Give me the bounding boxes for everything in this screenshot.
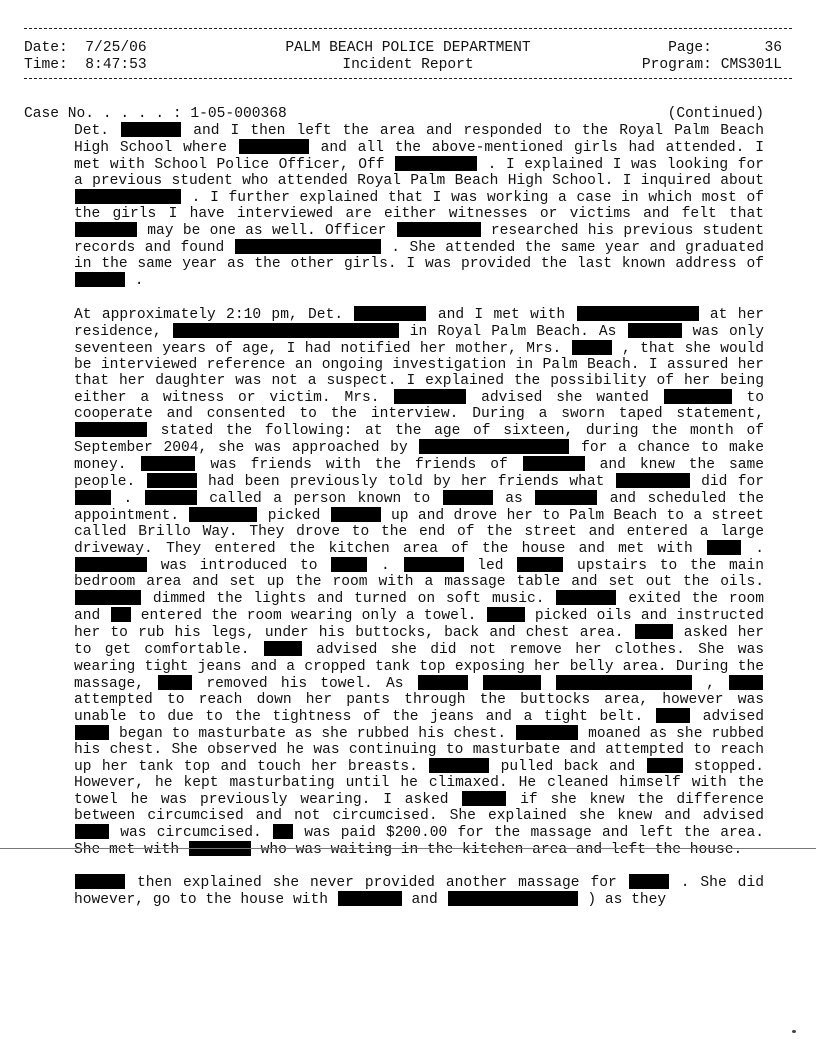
department-name: PALM BEACH POLICE DEPARTMENT xyxy=(285,40,531,56)
redaction-bar xyxy=(331,557,367,572)
text-run: At approximately 2:10 pm, Det. xyxy=(74,306,344,323)
text-run: upstairs to the main bedroom area and set up the room with a massage table and set out the oils. xyxy=(74,558,765,591)
case-label: Case No. . . . . : xyxy=(24,106,182,122)
text-run: as xyxy=(505,491,523,508)
redaction-bar xyxy=(664,389,732,404)
report-time: Time: 8:47:53 xyxy=(24,57,147,73)
paragraph-2 xyxy=(74,306,764,859)
redaction-bar xyxy=(418,675,468,690)
paragraph-3 xyxy=(74,874,764,908)
redaction-bar xyxy=(239,139,309,154)
text-run: called a person known to xyxy=(209,491,431,508)
report-type: Incident Report xyxy=(342,57,474,73)
redaction-bar xyxy=(111,607,131,622)
text-run: was paid $200.00 for the massage and left the area. She met with xyxy=(74,824,764,859)
text-run: . xyxy=(134,273,144,290)
redaction-bar xyxy=(448,891,578,906)
text-run: pulled back and xyxy=(500,758,636,775)
text-run: in Royal Palm Beach. As xyxy=(409,323,617,340)
redaction-bar xyxy=(577,306,699,321)
redaction-bar xyxy=(189,507,257,522)
text-run: had been previously told by her friends what xyxy=(208,473,605,490)
redaction-bar xyxy=(75,189,181,204)
redaction-bar xyxy=(517,557,563,572)
text-run: and xyxy=(411,892,438,909)
text-run: up and drove her to Palm Beach to a street called Brillo Way. They drove to the end of the street and entered a large driveway. They entered the kitchen area of the house and met with xyxy=(74,508,765,558)
text-run: to cooperate and consented to the interview. During a sworn taped statement, xyxy=(74,389,765,422)
text-run: did for xyxy=(701,473,764,490)
redaction-bar xyxy=(158,675,192,690)
redaction-bar xyxy=(331,507,381,522)
redaction-bar xyxy=(75,422,147,437)
text-run: advised xyxy=(702,708,764,725)
redaction-bar xyxy=(75,874,125,889)
redaction-bar xyxy=(141,456,195,471)
redaction-bar xyxy=(635,624,673,639)
redaction-bar xyxy=(338,891,402,906)
redaction-bar xyxy=(397,222,481,237)
redaction-bar xyxy=(487,607,525,622)
text-run: was friends with the friends of xyxy=(210,456,508,473)
text-run: and scheduled the appointment. xyxy=(74,491,765,525)
text-run: exited the room and xyxy=(74,591,764,625)
text-run: may be one as well. Officer xyxy=(147,223,387,240)
text-run: began to masturbate as she rubbed his chest. xyxy=(119,725,507,742)
text-run: and all the above-mentioned girls had attended. I met with School Police Officer, Off xyxy=(74,140,764,174)
text-run: led xyxy=(477,558,504,575)
redaction-bar xyxy=(523,456,585,471)
redaction-bar xyxy=(404,557,464,572)
redaction-bar xyxy=(628,323,682,338)
text-run: moaned as she rubbed his chest. She observed he was continuing to masturbate and attempted to reach up her tank top and touch her breasts. xyxy=(74,725,765,775)
text-run: picked xyxy=(267,508,321,525)
redaction-bar xyxy=(556,675,692,690)
redaction-bar xyxy=(419,439,569,454)
text-run: stated the following: at the age of sixteen, during the month of September 2004, she was approached by xyxy=(74,422,764,456)
scan-artifact-line xyxy=(0,848,816,849)
report-body xyxy=(24,106,764,908)
text-run: . She did however, go to the house with xyxy=(74,875,764,909)
redaction-bar xyxy=(273,824,293,839)
redaction-bar xyxy=(75,222,137,237)
text-run: ) as they xyxy=(587,892,667,909)
page-number: Page: 36 xyxy=(668,40,782,56)
text-run: , xyxy=(706,675,715,692)
redaction-bar xyxy=(121,122,181,137)
text-run: . I further explained that I was working a case in which most of the girls I have interviewed are either witnesses or victims and felt that xyxy=(74,190,764,223)
text-run: . She attended the same year and graduated in the same year as the other girls. I was provided the last known address of xyxy=(74,240,764,273)
redaction-bar xyxy=(629,874,669,889)
text-run: attempted to reach down her pants through the buttocks area, however was unable to due to the tightness of the jeans and a tight belt. xyxy=(74,691,764,725)
redaction-bar xyxy=(75,725,109,740)
report-date: Date: 7/25/06 xyxy=(24,40,147,56)
text-run: at her residence, xyxy=(74,306,765,340)
redaction-bar xyxy=(75,272,125,287)
text-run: for a chance to make money. xyxy=(74,439,764,473)
text-run: and I met with xyxy=(437,306,566,323)
text-run: and I then left the area and responded to the Royal Palm Beach High School where xyxy=(74,123,764,157)
text-run: who was waiting in the kitchen area and left the house. xyxy=(260,842,743,859)
text-run: asked her to get comfortable. xyxy=(74,625,765,659)
text-run: . xyxy=(755,541,765,558)
redaction-bar xyxy=(729,675,763,690)
redaction-bar xyxy=(647,758,683,773)
text-run: , that she would be interviewed reference an ongoing investigation in Palm Beach. I assured her that her daughter was not a suspect. I explained the possibility of her being either a witness or victim. Mrs. xyxy=(74,340,765,406)
redaction-bar xyxy=(616,473,690,488)
continued-label: (Continued) xyxy=(667,106,764,122)
redaction-bar xyxy=(656,708,690,723)
text-run: . I explained I was looking for a previous student who attended Royal Palm Beach High School. I inquired about xyxy=(74,157,764,190)
text-run: was circumcised. xyxy=(120,824,262,841)
text-run: picked oils and instructed her to rub his legs, under his buttocks, back and chest area. xyxy=(74,608,764,642)
paragraph-1 xyxy=(74,122,764,289)
text-run: removed his towel. As xyxy=(206,675,404,692)
redaction-bar xyxy=(483,675,541,690)
redaction-bar xyxy=(462,791,506,806)
redaction-bar xyxy=(394,389,466,404)
text-run: stopped. However, he kept masturbating until he climaxed. He cleaned himself with the towel he was previously wearing. I asked xyxy=(74,758,765,808)
case-number: 1-05-000368 xyxy=(190,106,287,122)
text-run: if she knew the difference between circumcised and not circumcised. She explained she knew and advised xyxy=(74,791,764,824)
text-run: was only seventeen years of age, I had notified her mother, Mrs. xyxy=(74,323,764,357)
redaction-bar xyxy=(443,490,493,505)
text-run: entered the room wearing only a towel. xyxy=(140,608,477,625)
redaction-bar xyxy=(556,590,616,605)
redaction-bar xyxy=(145,490,197,505)
redaction-bar xyxy=(535,490,597,505)
redaction-bar xyxy=(75,490,111,505)
redaction-bar xyxy=(75,590,141,605)
redaction-bar xyxy=(395,156,477,171)
scan-speck xyxy=(792,1030,796,1033)
text-run: dimmed the lights and turned on soft music. xyxy=(152,591,545,608)
redaction-bar xyxy=(235,239,381,254)
text-run: researched his previous student records and found xyxy=(74,223,764,257)
redaction-bar xyxy=(429,758,489,773)
text-run: . xyxy=(123,491,133,508)
redaction-bar xyxy=(147,473,197,488)
program-id: Program: CMS301L xyxy=(641,57,782,73)
text-run: advised she did not remove her clothes. She was wearing tight jeans and a cropped tank top exposing her belly area. During the massage, xyxy=(74,642,764,692)
redaction-bar xyxy=(516,725,578,740)
text-run: Det. xyxy=(74,123,110,140)
redaction-bar xyxy=(572,340,612,355)
redaction-bar xyxy=(75,824,109,839)
text-run: and knew the same people. xyxy=(74,456,765,490)
redaction-bar xyxy=(75,557,147,572)
text-run: then explained she never provided another massage for xyxy=(136,875,617,892)
text-run: was introduced to xyxy=(160,558,318,575)
redaction-bar xyxy=(354,306,426,321)
redaction-bar xyxy=(707,540,741,555)
redaction-bar xyxy=(173,323,399,338)
case-label-group xyxy=(24,106,287,122)
header-top-rule xyxy=(24,28,792,29)
case-line xyxy=(24,106,764,122)
text-run: advised she wanted xyxy=(481,389,649,406)
text-run: . xyxy=(381,558,390,575)
header-bottom-rule xyxy=(24,78,792,79)
redaction-bar xyxy=(264,641,302,656)
